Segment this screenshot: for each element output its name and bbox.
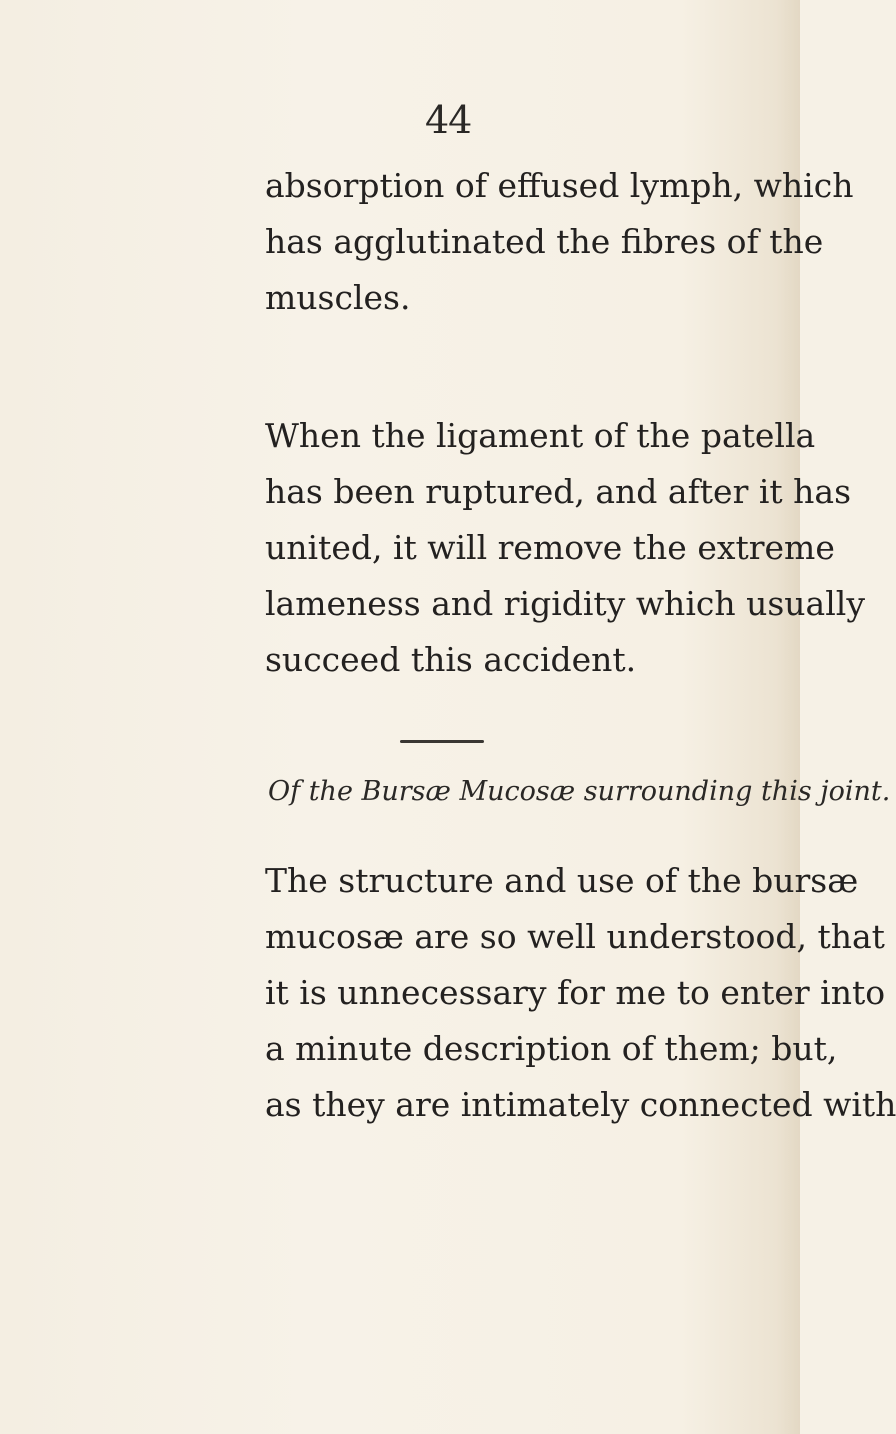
text-line: succeed this accident. (265, 640, 637, 679)
page-number: 44 (425, 98, 472, 142)
text-line: muscles. (265, 278, 411, 317)
section-divider (400, 740, 484, 743)
text-line: When the ligament of the patella (265, 416, 816, 455)
text-line: has been ruptured, and after it has (265, 472, 852, 511)
text-line: mucosæ are so well understood, that (265, 917, 885, 956)
paragraph-1 (265, 158, 854, 326)
paragraph-3 (265, 853, 896, 1133)
text-line: it is unnecessary for me to enter into (265, 973, 886, 1012)
text-line: The structure and use of the bursæ (265, 861, 859, 900)
section-heading: Of the Bursæ Mucosæ surrounding this joint. (268, 776, 891, 807)
text-line: as they are intimately connected with (265, 1085, 896, 1124)
text-line: lameness and rigidity which usually (265, 584, 865, 623)
text-line: absorption of effused lymph, which (265, 166, 854, 205)
paragraph-2 (265, 408, 865, 688)
text-line: has agglutinated the fibres of the (265, 222, 824, 261)
text-line: a minute description of them; but, (265, 1029, 838, 1068)
text-line: united, it will remove the extreme (265, 528, 835, 567)
